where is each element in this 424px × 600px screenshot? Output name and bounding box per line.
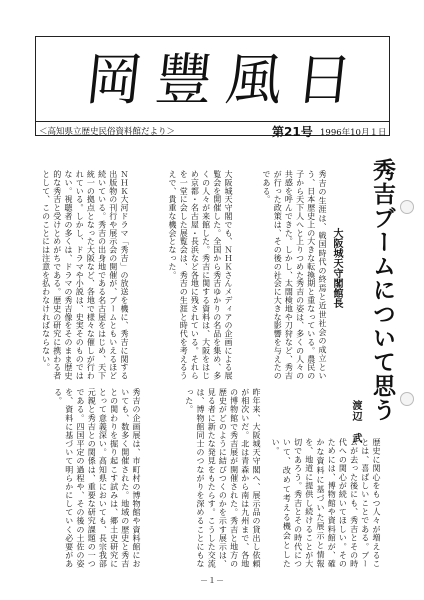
- article-column: 大阪城天守閣でも、ＮＨＫさんメディアの企画による展覧会を開催した。全国から秀吉ゆかりの名品を集め、多くの人々が来館した。秀吉に関する資料は、大阪をはじめ京都・名古屋・長浜など各地に残されている。それらを一堂に会した展覧会は、秀吉の生涯と時代を考えるうえで、貴重な機会となった。: [167, 170, 233, 380]
- author-block: [327, 228, 345, 428]
- page-number: －１－: [200, 576, 224, 585]
- article-column: 歴史に関心をもつ人々が増えることは、喜ばしいことである。ブームが去った後にも、秀吉とその時代への関心が続いてほしい。そのためには、博物館や資料館が、確かな資料に基づいた展示と情報を、地道に提供し続けることが大切であろう。秀吉とその時代について、改めて考える機会としたい。: [271, 438, 381, 568]
- article-title: 秀吉ブームについて思う: [369, 158, 396, 422]
- issue-date: 1996年10月１日: [320, 128, 387, 138]
- article-column: 秀吉の生涯は、戦国時代の終焉と近世社会の成立という、日本歴史上の大きな転換期と重なっている。農民の子から天下人へと上りつめた秀吉の姿は、多くの人々の共感を呼んできた。しかし、太閤検地や刀狩など、秀吉が行った政策は、その後の社会に大きな影響を与えたのである。: [261, 170, 327, 380]
- article-column: 秀吉の企画展は、市町村の博物館や資料館においても、数多く開催された。地域の歴史と秀吉との関わりを掘り起こす試みは、郷土史研究にとって意義深い。高知県においても、長宗我部元親と秀吉との関係は、重要な研究課題の一つである。四国平定の過程や、その後の土佐の姿を、資料に基づいて明らかにしていく必要がある。: [53, 388, 141, 568]
- publication-subtitle: ＜高知県立歴史民俗資料館だより＞: [39, 127, 176, 137]
- masthead-logo: 岡豐風日: [82, 48, 370, 113]
- article-column: 昨年来、大阪城天守閣へ、展示品の貸出し依頼が相次いだ。北は青森から南は九州まで、各地の博物館で秀吉展が開催された。秀吉と地方の歴史がどのように結びつくのかを示す展示は、見る者に新たな発見をもたらす。こうした交流は、博物館同士のつながりを深めることにもなった。: [184, 388, 261, 568]
- article-column: ＮＨＫ大河ドラマ「秀吉」の放送を機に、秀吉に関する出版物の刊行や展示会の開催が、ブームともいえるほど続いている。秀吉の出身地である名古屋をはじめ、天下統一の拠点となった大阪など、各地で様々な催しが行われている。しかし、ドラマや小説は、史実そのものではない。視聴者の多くは、ドラマの秀吉像をそのまま歴史的な秀吉と受けとめがちである。歴史の研究に携わる者として、このことには注意を払わなければならない。: [41, 170, 129, 380]
- masthead: [35, 36, 390, 136]
- author-role: 大阪城天守閣館長: [331, 228, 342, 308]
- masthead-divider: [36, 121, 389, 122]
- issue-number: 第21号: [272, 125, 313, 139]
- author-name: 渡辺 武: [350, 400, 361, 444]
- binder-hole-icon: [400, 392, 414, 406]
- binder-hole-icon: [400, 200, 414, 214]
